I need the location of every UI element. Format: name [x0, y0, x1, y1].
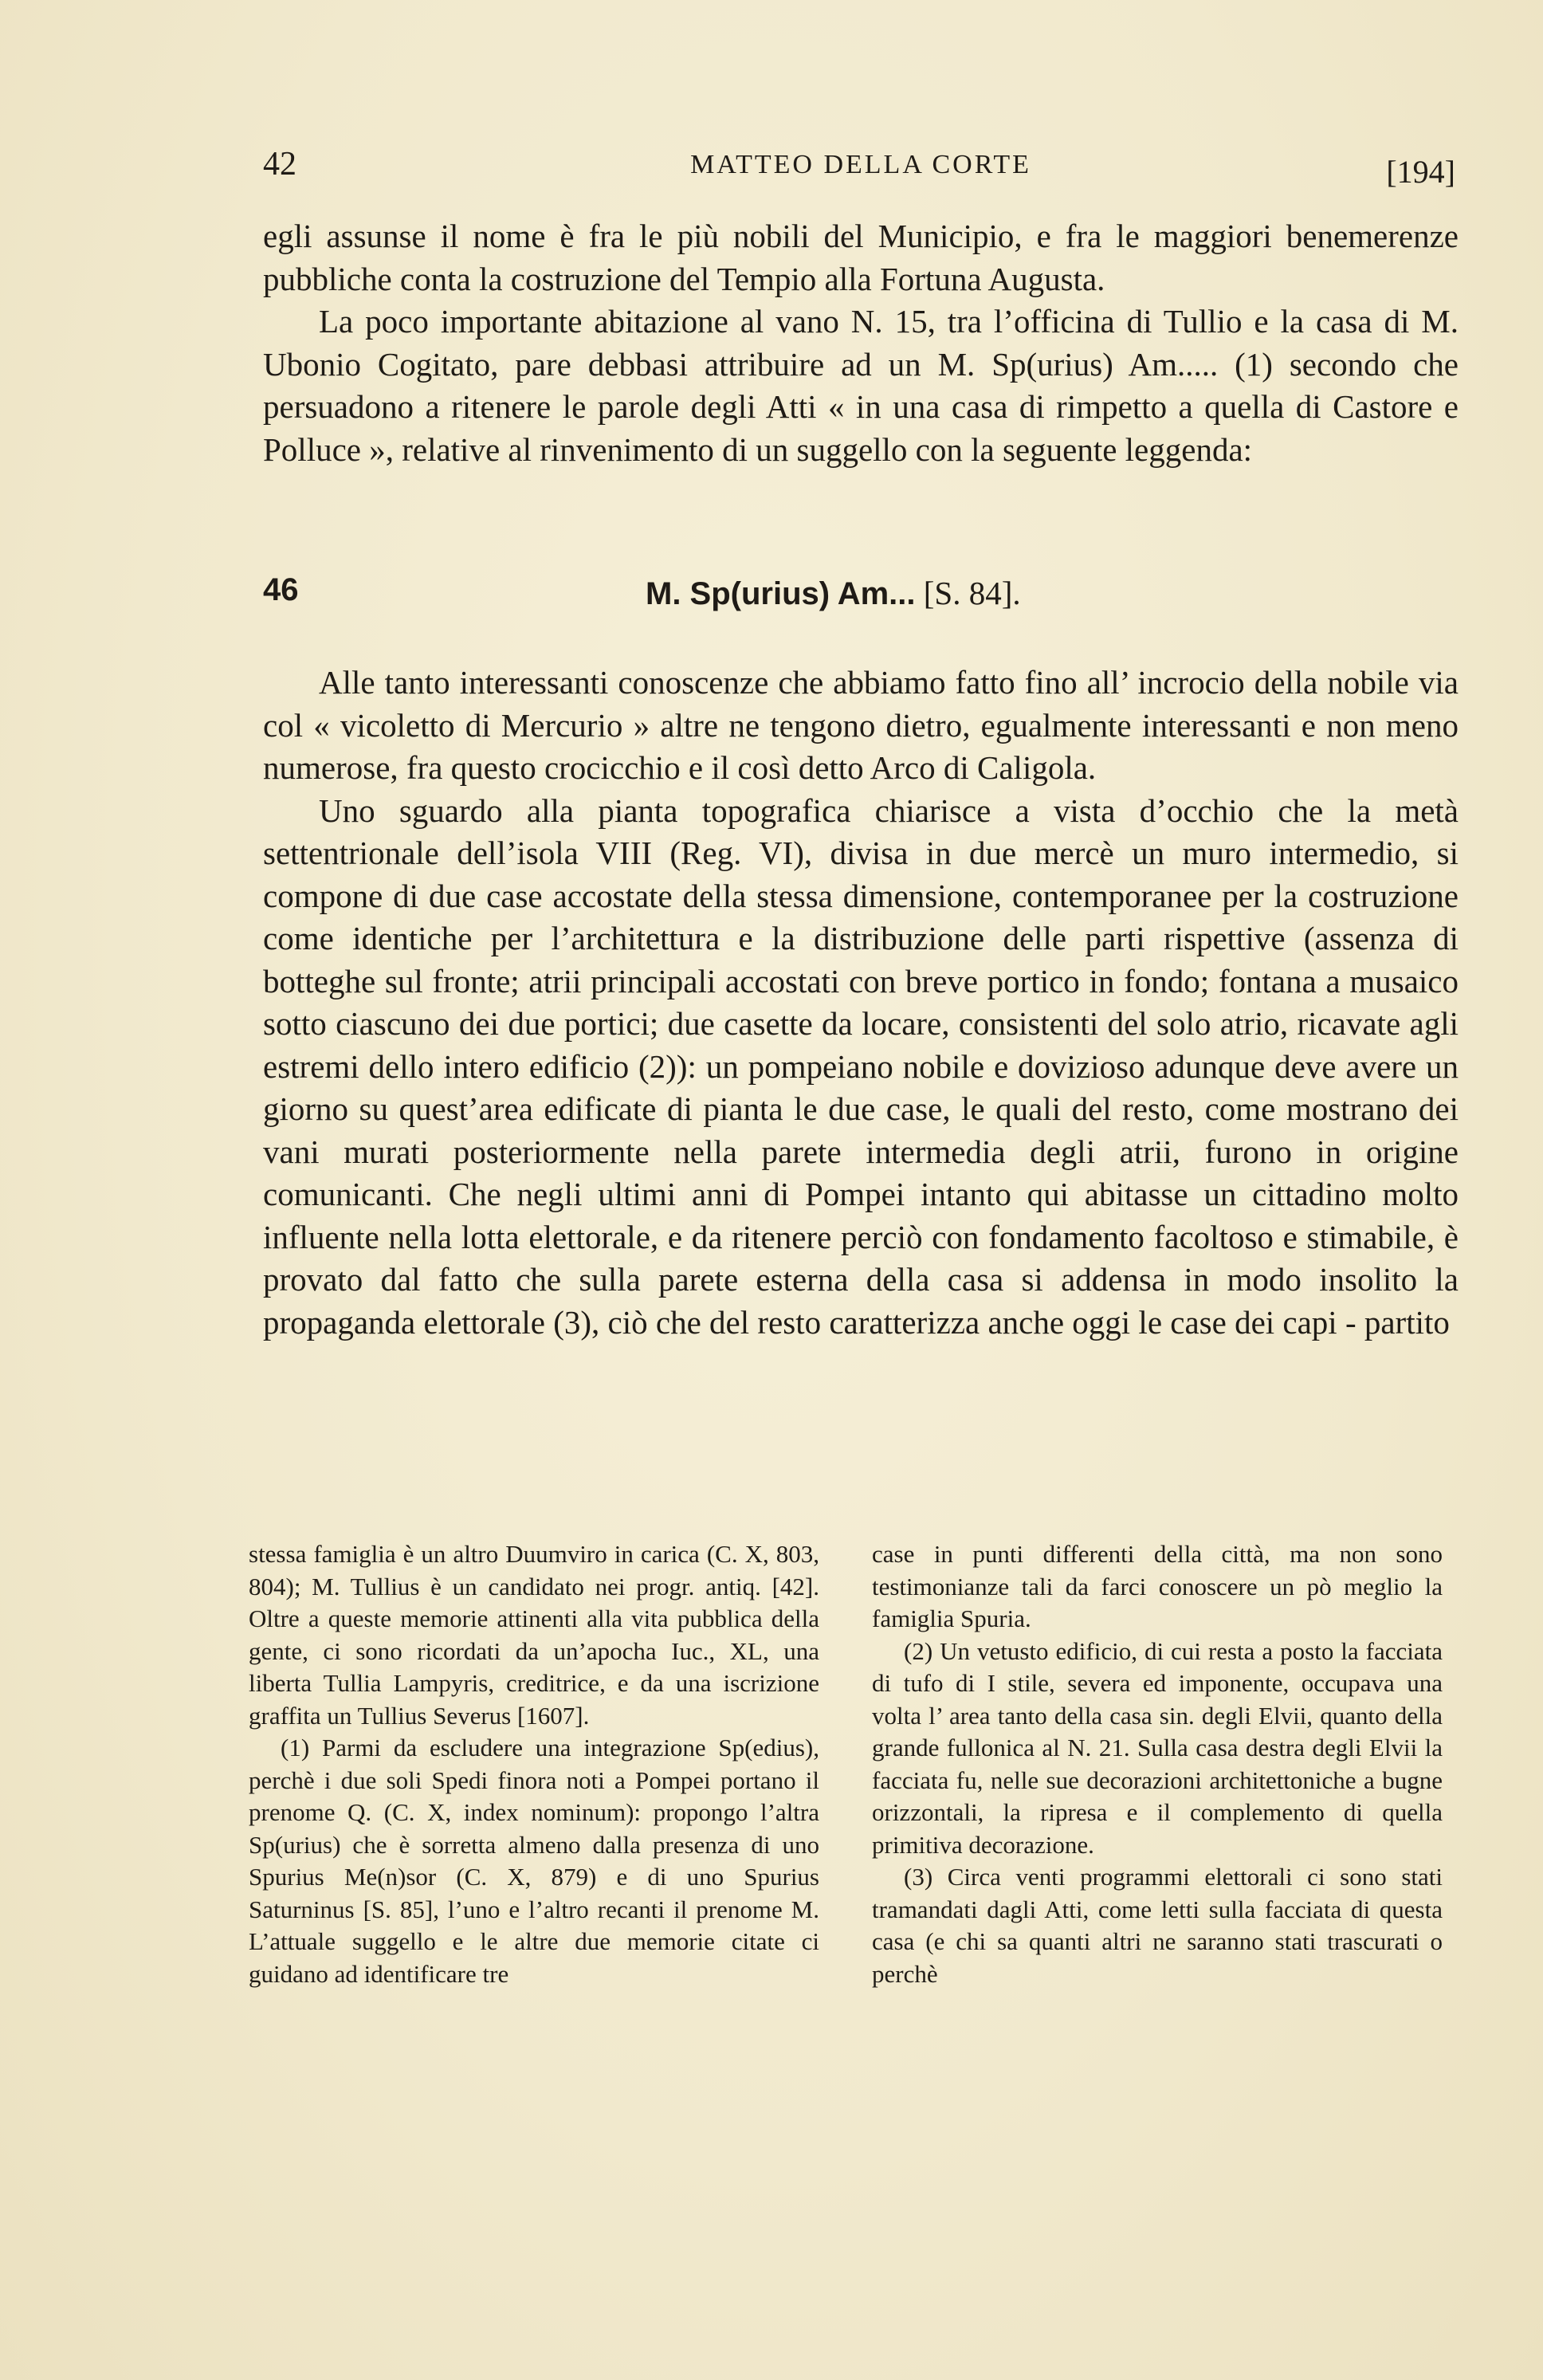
page-number: 42 [263, 146, 296, 183]
footnotes-right-column [872, 1538, 1443, 1990]
entry-ref: [S. 84]. [923, 575, 1021, 611]
running-head [263, 145, 1459, 193]
body-text-top [263, 215, 1459, 471]
footnote-1-continued: case in punti differenti della città, ma non sono testimonianze tali da farci conoscere un pò meglio la famiglia Spuria. [872, 1540, 1443, 1632]
footnotes-left-column [249, 1538, 819, 1990]
footnote-1: (1) Parmi da escludere una integrazione Sp(edius), perchè i due soli Spedi finora noti a Pompei portano il prenome Q. (C. X, index nominum): propongo l’altra Sp(urius) che è sorretta almeno dalla presenza di uno Spurius Me(n)sor (C. X, 879) e di uno Spurius Saturninus [S. 85], l’uno e l’altro recanti il prenome M. L’attuale suggello e le altre due memorie citate ci guidano ad identificare tre [249, 1734, 819, 1988]
section-number: [194] [1386, 154, 1455, 190]
footnote-3: (3) Circa venti programmi elettorali ci sono stati tramandati dagli Atti, come letti sulla facciata di questa casa (e chi sa quanti altri ne saranno stati trascurati o perchè [872, 1863, 1443, 1988]
entry-heading [646, 574, 1021, 612]
entry-name: M. Sp(urius) Am... [646, 576, 916, 611]
catalogue-entry [263, 572, 1459, 628]
running-title: MATTEO DELLA CORTE [690, 150, 1031, 179]
body-text-bottom [263, 662, 1459, 1344]
paragraph: Alle tanto interessanti conoscenze che abbiamo fatto fino all’ incrocio della nobile via col « vicoletto di Mercurio » altre ne tengono dietro, egualmente interessanti e non meno numerose, fra questo crocicchio e il così detto Arco di Caligola. [263, 664, 1459, 786]
paragraph-continued: egli assunse il nome è fra le più nobili del Municipio, e fra le maggiori benemerenze pubbliche conta la costruzione del Tempio alla Fortuna Augusta. [263, 218, 1459, 297]
footnote-2: (2) Un vetusto edificio, di cui resta a posto la facciata di tufo di I stile, severa ed imponente, occupava una volta l’ area tanto della casa sin. degli Elvii, quanto della grande fullonica al N. 21. Sulla casa destra degli Elvii la facciata fu, nelle sue decorazioni architettoniche a bugne orizzontali, la ripresa e il complemento di quella primitiva decorazione. [872, 1636, 1443, 1859]
paragraph: La poco importante abitazione al vano N. 15, tra l’officina di Tullio e la casa di M. Ubonio Cogitato, pare debbasi attribuire ad un M. Sp(urius) Am..... (1) secondo che persuadono a ritenere le parole degli Atti « in una casa di rimpetto a quella di Castore e Polluce », relative al rinvenimento di un suggello con la seguente leggenda: [263, 303, 1459, 468]
entry-number: 46 [263, 572, 299, 607]
footnote-continued: stessa famiglia è un altro Duumviro in carica (C. X, 803, 804); M. Tullius è un candidato nei progr. antiq. [42]. Oltre a queste memorie attinenti alla vita pubblica della gente, ci sono ricordati da un’apocha Iuc., XL, una liberta Tullia Lampyris, creditrice, e da una iscrizione graffita un Tullius Severus [1607]. [249, 1540, 819, 1730]
paragraph: Uno sguardo alla pianta topografica chiarisce a vista d’occhio che la metà settentrionale dell’isola VIII (Reg. VI), divisa in due mercè un muro intermedio, si compone di due case accostate della stessa dimensione, contemporanee per la costruzione come identiche per l’architettura e la distribuzione delle parti rispettive (assenza di botteghe sul fronte; atrii principali accostati con breve portico in fondo; fontana a musaico sotto ciascuno dei due portici; due casette da locare, consistenti del solo atrio, ricavate agli estremi dello intero edificio (2)): un pompeiano nobile e dovizioso adunque deve avere un giorno su quest’area edificate di pianta le due case, le quali del resto, come mostrano dei vani murati posteriormente nella parete intermedia degli atrii, furono in origine comunicanti. Che negli ultimi anni di Pompei intanto qui abitasse un cittadino molto influente nella lotta elettorale, e da ritenere perciò con fondamento facoltoso e stimabile, è provato dal fatto che sulla parete esterna della casa si addensa in modo insolito la propaganda elettorale (3), ciò che del resto caratterizza anche oggi le case dei capi - partito [263, 791, 1459, 1341]
